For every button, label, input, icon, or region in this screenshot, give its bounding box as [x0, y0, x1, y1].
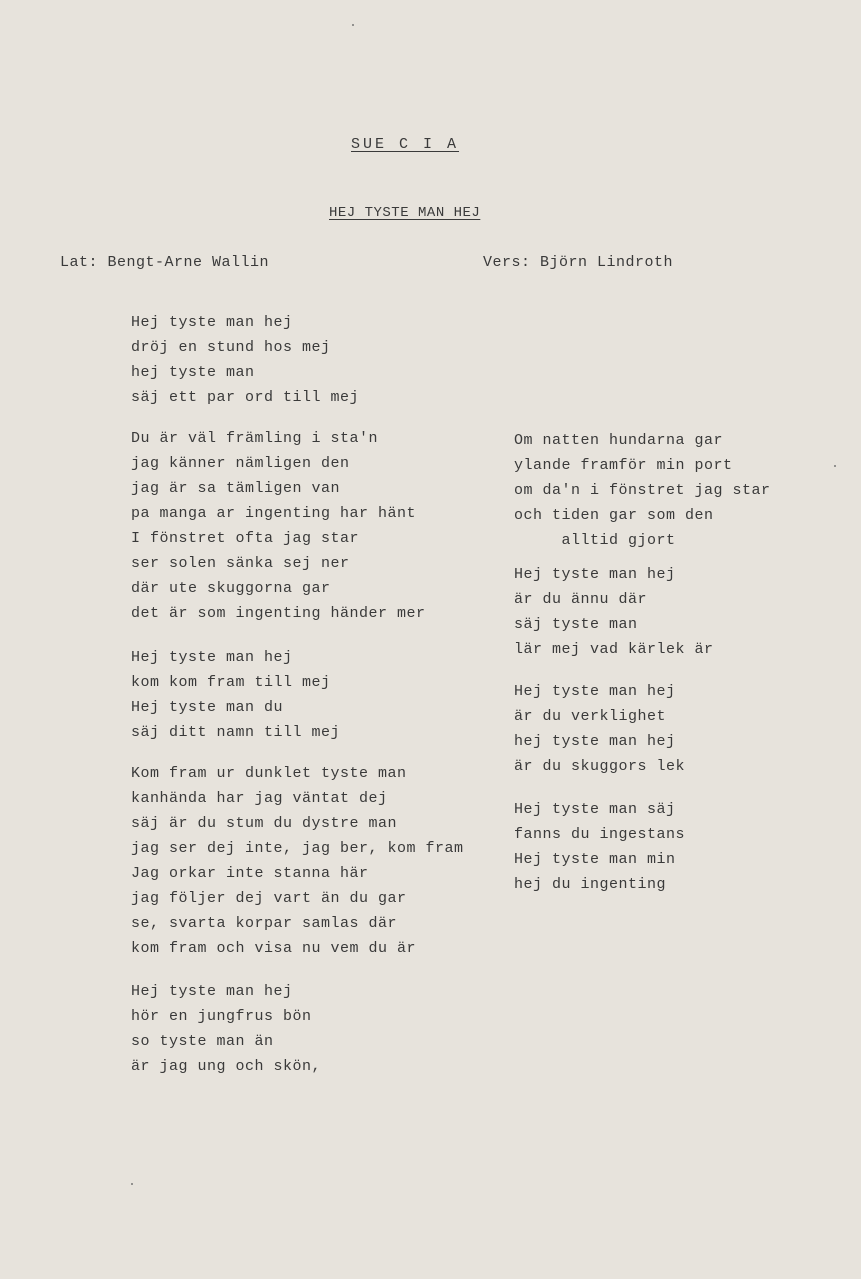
- lyric-line: är du verklighet: [514, 708, 667, 725]
- lyric-line: Hej tyste man du: [131, 699, 284, 716]
- lyric-line: Hej tyste man säj: [514, 801, 676, 818]
- lyric-line: Hej tyste man hej: [131, 314, 293, 331]
- lyric-line: I fönstret ofta jag star: [131, 530, 360, 547]
- lyric-line: hej du ingenting: [514, 876, 667, 893]
- lyric-line: är jag ung och skön,: [131, 1058, 322, 1075]
- lyric-line: dröj en stund hos mej: [131, 339, 331, 356]
- stanza: [131, 645, 340, 745]
- lyric-line: alltid gjort: [514, 532, 676, 549]
- stanza: [514, 428, 771, 553]
- lyric-line: ser solen sänka sej ner: [131, 555, 350, 572]
- song-title: HEJ TYSTE MAN HEJ: [329, 205, 481, 221]
- lyric-line: Hej tyste man hej: [131, 983, 293, 1000]
- lyric-line: Du är väl främling i sta'n: [131, 430, 379, 447]
- lyric-line: jag är sa tämligen van: [131, 480, 341, 497]
- lyric-line: där ute skuggorna gar: [131, 580, 331, 597]
- lyric-line: Hej tyste man min: [514, 851, 676, 868]
- paper-speck: [352, 24, 354, 26]
- lyric-line: kom kom fram till mej: [131, 674, 331, 691]
- lyric-line: om da'n i fönstret jag star: [514, 482, 771, 499]
- lyric-line: säj är du stum du dystre man: [131, 815, 398, 832]
- lyric-line: Hej tyste man hej: [514, 566, 676, 583]
- stanza: [131, 310, 359, 410]
- lyric-line: är du ännu där: [514, 591, 648, 608]
- group-heading: SUE C I A: [351, 136, 460, 153]
- lyric-line: är du skuggors lek: [514, 758, 686, 775]
- stanza: [514, 562, 714, 662]
- lyric-line: säj ett par ord till mej: [131, 389, 360, 406]
- lyric-line: hej tyste man: [131, 364, 255, 381]
- lyric-line: jag ser dej inte, jag ber, kom fram: [131, 840, 464, 857]
- lyric-line: och tiden gar som den: [514, 507, 714, 524]
- stanza: [514, 679, 685, 779]
- lyric-line: Om natten hundarna gar: [514, 432, 724, 449]
- lyric-line: hej tyste man hej: [514, 733, 676, 750]
- stanza: [131, 979, 321, 1079]
- lyric-line: se, svarta korpar samlas där: [131, 915, 398, 932]
- lyric-line: kom fram och visa nu vem du är: [131, 940, 417, 957]
- lyric-line: kanhända har jag väntat dej: [131, 790, 388, 807]
- lyrics-credit: Vers: Björn Lindroth: [483, 254, 674, 271]
- lyric-line: jag känner nämligen den: [131, 455, 350, 472]
- lyric-line: hör en jungfrus bön: [131, 1008, 312, 1025]
- lyric-line: Jag orkar inte stanna här: [131, 865, 369, 882]
- paper-speck: [834, 465, 836, 467]
- lyric-line: jag följer dej vart än du gar: [131, 890, 407, 907]
- lyric-line: det är som ingenting händer mer: [131, 605, 426, 622]
- music-credit: Lat: Bengt-Arne Wallin: [60, 254, 270, 271]
- stanza: [131, 426, 426, 626]
- lyric-line: so tyste man än: [131, 1033, 274, 1050]
- lyric-line: fanns du ingestans: [514, 826, 686, 843]
- lyric-line: lär mej vad kärlek är: [514, 641, 714, 658]
- lyric-line: ylande framför min port: [514, 457, 733, 474]
- lyric-line: Hej tyste man hej: [514, 683, 676, 700]
- stanza: [131, 761, 464, 961]
- lyric-line: Kom fram ur dunklet tyste man: [131, 765, 407, 782]
- lyric-line: Hej tyste man hej: [131, 649, 293, 666]
- lyric-line: säj ditt namn till mej: [131, 724, 341, 741]
- lyric-line: pa manga ar ingenting har hänt: [131, 505, 417, 522]
- lyric-line: säj tyste man: [514, 616, 638, 633]
- paper-speck: [131, 1183, 133, 1185]
- stanza: [514, 797, 685, 897]
